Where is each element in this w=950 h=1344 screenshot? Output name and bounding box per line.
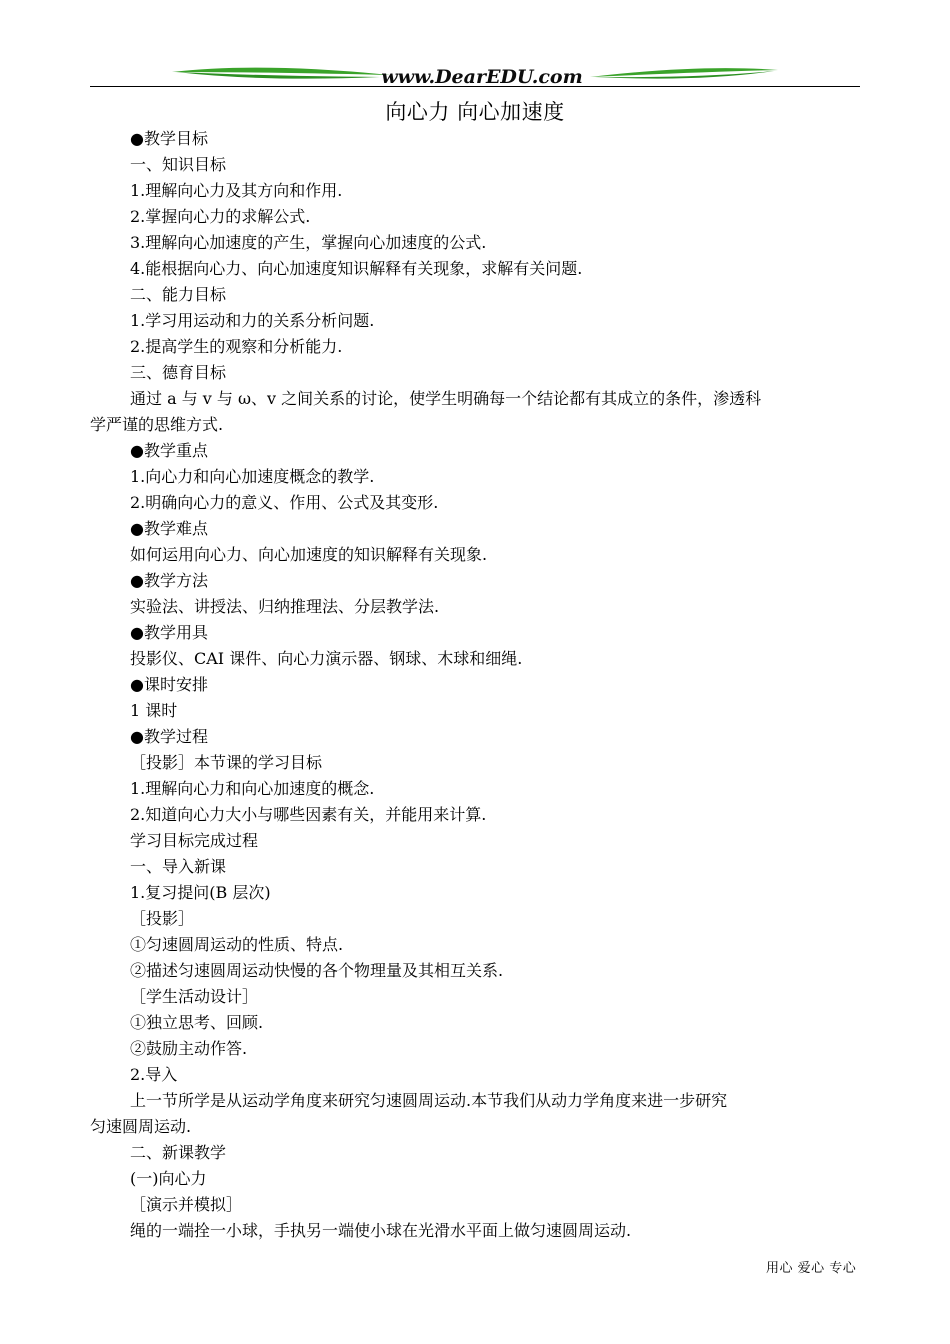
heading-process: ●教学过程 xyxy=(130,727,208,746)
heading-tools: ●教学用具 xyxy=(130,623,208,642)
heading-difficulties: ●教学难点 xyxy=(130,519,208,538)
text-line: ②鼓励主动作答. xyxy=(130,1039,248,1058)
text-line: 如何运用向心力、向心加速度的知识解释有关现象. xyxy=(130,545,488,564)
text-line: 4.能根据向心力、向心加速度知识解释有关现象，求解有关问题. xyxy=(130,259,583,278)
text-line: 1.理解向心力和向心加速度的概念. xyxy=(130,779,375,798)
page-footer: 用心 爱心 专心 xyxy=(766,1261,857,1276)
heading-schedule: ●课时安排 xyxy=(130,675,208,694)
text-line: 学严谨的思维方式. xyxy=(90,415,224,434)
text-line: 1.学习用运动和力的关系分析问题. xyxy=(130,311,375,330)
text-line: ［投影］本节课的学习目标 xyxy=(130,753,323,772)
text-line: ［演示并模拟］ xyxy=(130,1195,243,1214)
header-rule xyxy=(90,86,860,87)
heading-objectives: ●教学目标 xyxy=(130,129,208,148)
text-line: 3.理解向心加速度的产生，掌握向心加速度的公式. xyxy=(130,233,487,252)
text-line: 投影仪、CAI 课件、向心力演示器、钢球、木球和细绳. xyxy=(130,649,523,668)
text-line: 2.知道向心力大小与哪些因素有关，并能用来计算. xyxy=(130,805,487,824)
text-line: (一)向心力 xyxy=(130,1169,207,1188)
text-line: ①匀速圆周运动的性质、特点. xyxy=(130,935,344,954)
text-line: 2.提高学生的观察和分析能力. xyxy=(130,337,343,356)
text-line: 2.明确向心力的意义、作用、公式及其变形. xyxy=(130,493,439,512)
text-line: 二、能力目标 xyxy=(130,285,227,304)
text-line: 一、导入新课 xyxy=(130,857,227,876)
document-body xyxy=(90,126,860,1244)
text-line: 1 课时 xyxy=(130,701,178,720)
text-line: 匀速圆周运动. xyxy=(90,1117,192,1136)
heading-methods: ●教学方法 xyxy=(130,571,208,590)
logo-text: www.DearEDU.com xyxy=(381,66,583,88)
text-line: 通过 a 与 v 与 ω、v 之间关系的讨论，使学生明确每一个结论都有其成立的条件，渗透科 xyxy=(130,389,762,408)
text-line: 2.导入 xyxy=(130,1065,178,1084)
text-line: 一、知识目标 xyxy=(130,155,227,174)
text-line: 三、德育目标 xyxy=(130,363,227,382)
text-line: 学习目标完成过程 xyxy=(130,831,259,850)
text-line: ①独立思考、回顾. xyxy=(130,1013,264,1032)
text-line: 实验法、讲授法、归纳推理法、分层教学法. xyxy=(130,597,440,616)
text-line: 绳的一端拴一小球，手执另一端使小球在光滑水平面上做匀速圆周运动. xyxy=(130,1221,632,1240)
text-line: ②描述匀速圆周运动快慢的各个物理量及其相互关系. xyxy=(130,961,504,980)
text-line: 1.向心力和向心加速度概念的教学. xyxy=(130,467,375,486)
heading-key-points: ●教学重点 xyxy=(130,441,208,460)
text-line: 二、新课教学 xyxy=(130,1143,227,1162)
text-line: ［投影］ xyxy=(130,909,195,928)
text-line: 1.复习提问(B 层次) xyxy=(130,883,271,902)
text-line: 上一节所学是从运动学角度来研究匀速圆周运动.本节我们从动力学角度来进一步研究 xyxy=(130,1091,728,1110)
text-line: 2.掌握向心力的求解公式. xyxy=(130,207,311,226)
text-line: 1.理解向心力及其方向和作用. xyxy=(130,181,343,200)
page-title: 向心力 向心加速度 xyxy=(385,100,565,124)
text-line: ［学生活动设计］ xyxy=(130,987,259,1006)
